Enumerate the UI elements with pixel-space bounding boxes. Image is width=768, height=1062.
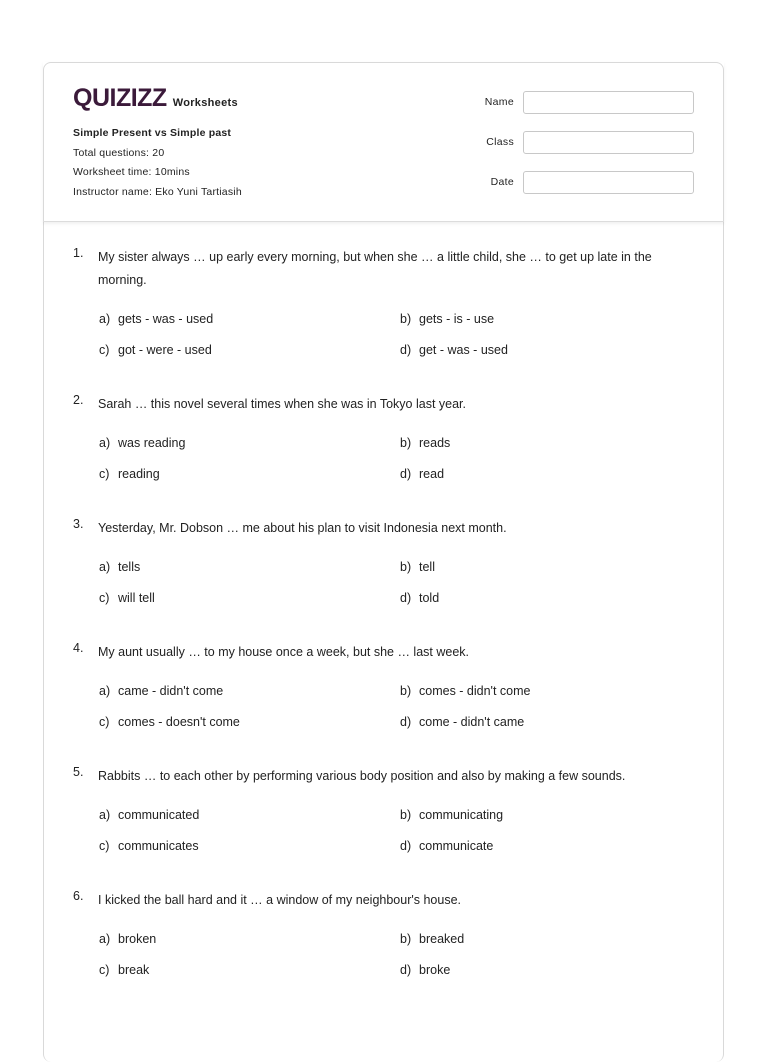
option-text: told [419, 591, 440, 605]
question-number: 5. [73, 765, 84, 779]
option-text: was reading [118, 436, 186, 450]
option-d [400, 963, 450, 977]
option-b [400, 312, 494, 326]
option-b [400, 684, 530, 698]
option-letter: b) [400, 932, 412, 946]
option-letter: a) [99, 684, 111, 698]
option-letter: d) [400, 715, 412, 729]
option-letter: a) [99, 436, 111, 450]
option-text: reading [118, 467, 160, 481]
option-c [99, 343, 212, 357]
option-c [99, 467, 160, 481]
option-d [400, 467, 444, 481]
worksheet-time: Worksheet time: 10mins [73, 166, 190, 178]
question-text: Yesterday, Mr. Dobson … me about his plan to visit Indonesia next month. [98, 521, 507, 535]
name-field[interactable] [523, 91, 694, 114]
option-text: break [118, 963, 150, 977]
quizizz-logo [73, 84, 238, 113]
worksheet-meta [73, 124, 242, 202]
option-text: communicate [419, 839, 494, 853]
worksheet-title: Simple Present vs Simple past [73, 127, 232, 139]
name-label: Name [484, 96, 514, 108]
option-c [99, 715, 240, 729]
option-text: broke [419, 963, 451, 977]
option-letter: c) [99, 715, 110, 729]
question-text: My aunt usually … to my house once a week, but she … last week. [98, 645, 470, 659]
option-a [99, 684, 223, 698]
option-letter: c) [99, 591, 110, 605]
option-text: tells [118, 560, 141, 574]
option-letter: b) [400, 436, 412, 450]
option-b [400, 932, 464, 946]
option-d [400, 591, 439, 605]
option-d [400, 715, 524, 729]
question-number: 4. [73, 641, 84, 655]
option-letter: b) [400, 560, 412, 574]
option-a [99, 312, 213, 326]
option-c [99, 839, 199, 853]
option-text: gets - is - use [419, 312, 495, 326]
option-b [400, 808, 503, 822]
option-text: communicated [118, 808, 200, 822]
question-number: 3. [73, 517, 84, 531]
option-letter: b) [400, 684, 412, 698]
option-letter: d) [400, 963, 412, 977]
option-letter: a) [99, 808, 111, 822]
option-letter: a) [99, 312, 111, 326]
option-a [99, 436, 185, 450]
class-label: Class [486, 136, 514, 148]
option-letter: d) [400, 839, 412, 853]
option-text: broken [118, 932, 157, 946]
option-letter: d) [400, 591, 412, 605]
option-text: communicates [118, 839, 199, 853]
option-text: breaked [419, 932, 465, 946]
option-text: got - were - used [118, 343, 212, 357]
question-number: 1. [73, 246, 84, 260]
option-a [99, 808, 199, 822]
option-c [99, 963, 149, 977]
class-field[interactable] [523, 131, 694, 154]
logo-wordmark: QUIZIZZ [73, 84, 167, 112]
option-letter: d) [400, 343, 412, 357]
question-text: I kicked the ball hard and it … a window of my neighbour's house. [98, 893, 462, 907]
option-text: comes - didn't come [419, 684, 531, 698]
logo-subtitle: Worksheets [172, 97, 238, 109]
question-text: Sarah … this novel several times when she was in Tokyo last year. [98, 397, 466, 411]
option-letter: c) [99, 343, 110, 357]
total-questions: Total questions: 20 [73, 146, 165, 159]
option-text: get - was - used [419, 343, 508, 357]
option-b [400, 560, 435, 574]
question-number: 2. [73, 393, 84, 407]
option-text: reads [419, 436, 451, 450]
option-letter: d) [400, 467, 412, 481]
option-text: came - didn't come [118, 684, 224, 698]
option-d [400, 343, 508, 357]
option-a [99, 560, 140, 574]
option-letter: b) [400, 808, 412, 822]
option-letter: c) [99, 963, 110, 977]
option-letter: a) [99, 560, 111, 574]
date-label: Date [490, 176, 514, 188]
option-text: gets - was - used [118, 312, 214, 326]
date-field[interactable] [523, 171, 694, 194]
question-text: Rabbits … to each other by performing various body position and also by making a few sounds. [98, 769, 626, 783]
question-number: 6. [73, 889, 84, 903]
option-text: communicating [419, 808, 504, 822]
option-letter: b) [400, 312, 412, 326]
option-a [99, 932, 156, 946]
option-b [400, 436, 450, 450]
option-text: tell [419, 560, 435, 574]
option-d [400, 839, 493, 853]
option-letter: c) [99, 839, 110, 853]
instructor-name: Instructor name: Eko Yuni Tartiasih [73, 185, 242, 198]
option-text: read [419, 467, 445, 481]
option-text: come - didn't came [419, 715, 525, 729]
question-text: My sister always … up early every morning, but when she … a little child, she … to get up late in the morning. [98, 250, 652, 287]
option-c [99, 591, 155, 605]
option-text: will tell [118, 591, 155, 605]
option-letter: a) [99, 932, 111, 946]
option-letter: c) [99, 467, 110, 481]
option-text: comes - doesn't come [118, 715, 240, 729]
